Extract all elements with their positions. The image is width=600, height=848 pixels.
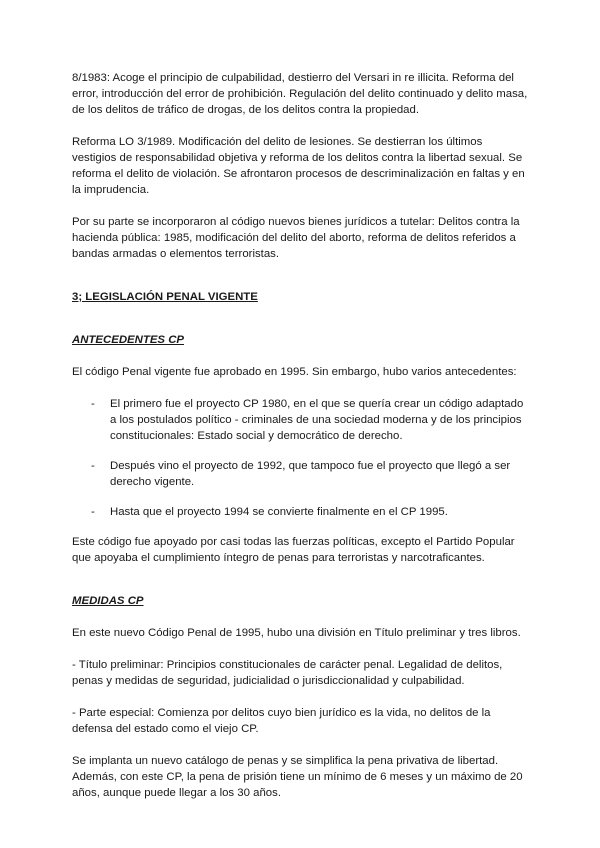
medidas-penas: Se implanta un nuevo catálogo de penas y se simplifica la pena privativa de libertad. Además, con este CP, la pena de prisión tiene un mínimo de 6 meses y un máximo de 20 años, aunque puede llegar a los 30 años. — [72, 755, 523, 799]
medidas-parte-especial: - Parte especial: Comienza por delitos cuyo bien jurídico es la vida, no delitos de la defensa del estado como el viejo CP. — [72, 707, 491, 735]
list-item: - El primero fue el proyecto CP 1980, en el que se quería crear un código adaptado a los postulados político - criminales de una sociedad moderna y de los principios constitucionales: Estado social y democrático de derecho. — [72, 396, 528, 444]
antecedentes-list — [72, 396, 528, 520]
paragraph-new-legal-goods: Por su parte se incorporaron al código nuevos bienes jurídicos a tutelar: Delitos contra la hacienda pública: 1985, modificación del delito del aborto, reforma de delitos referidos a bandas armadas o elementos terroristas. — [72, 216, 520, 260]
list-item: - Hasta que el proyecto 1994 se convierte finalmente en el CP 1995. — [72, 504, 528, 520]
list-item: - Después vino el proyecto de 1992, que tampoco fue el proyecto que llegó a ser derecho vigente. — [72, 458, 528, 490]
document-page — [72, 70, 528, 817]
antecedentes-intro: El código Penal vigente fue aprobado en 1995. Sin embargo, hubo varios antecedentes: — [72, 366, 517, 378]
antecedentes-heading: ANTECEDENTES CP — [72, 334, 185, 346]
medidas-division: En este nuevo Código Penal de 1995, hubo una división en Título preliminar y tres libros. — [72, 627, 521, 639]
antecedentes-closing: Este código fue apoyado por casi todas las fuerzas políticas, excepto el Partido Popular que apoyaba el cumplimiento íntegro de penas para terroristas y narcotraficantes. — [72, 536, 515, 564]
section-heading: 3; LEGISLACIÓN PENAL VIGENTE — [72, 291, 258, 303]
paragraph-reform-1989: Reforma LO 3/1989. Modificación del delito de lesiones. Se destierran los últimos vestigios de responsabilidad objetiva y reforma de los delitos contra la libertad sexual. Se reforma el delito de violación. Se afrontaron procesos de descriminalización en faltas y en la imprudencia. — [72, 136, 525, 196]
medidas-heading: MEDIDAS CP — [72, 595, 144, 607]
medidas-titulo-preliminar: - Título preliminar: Principios constitucionales de carácter penal. Legalidad de delitos, penas y medidas de seguridad, judicialidad o jurisdiccionalidad y culpabilidad. — [72, 659, 503, 687]
paragraph-reform-1983: 8/1983: Acoge el principio de culpabilidad, destierro del Versari in re illicita. Reforma del error, introducción del error de prohibición. Regulación del delito continuado y delito masa, de los delitos de tráfico de drogas, de los delitos contra la propiedad. — [72, 72, 528, 116]
